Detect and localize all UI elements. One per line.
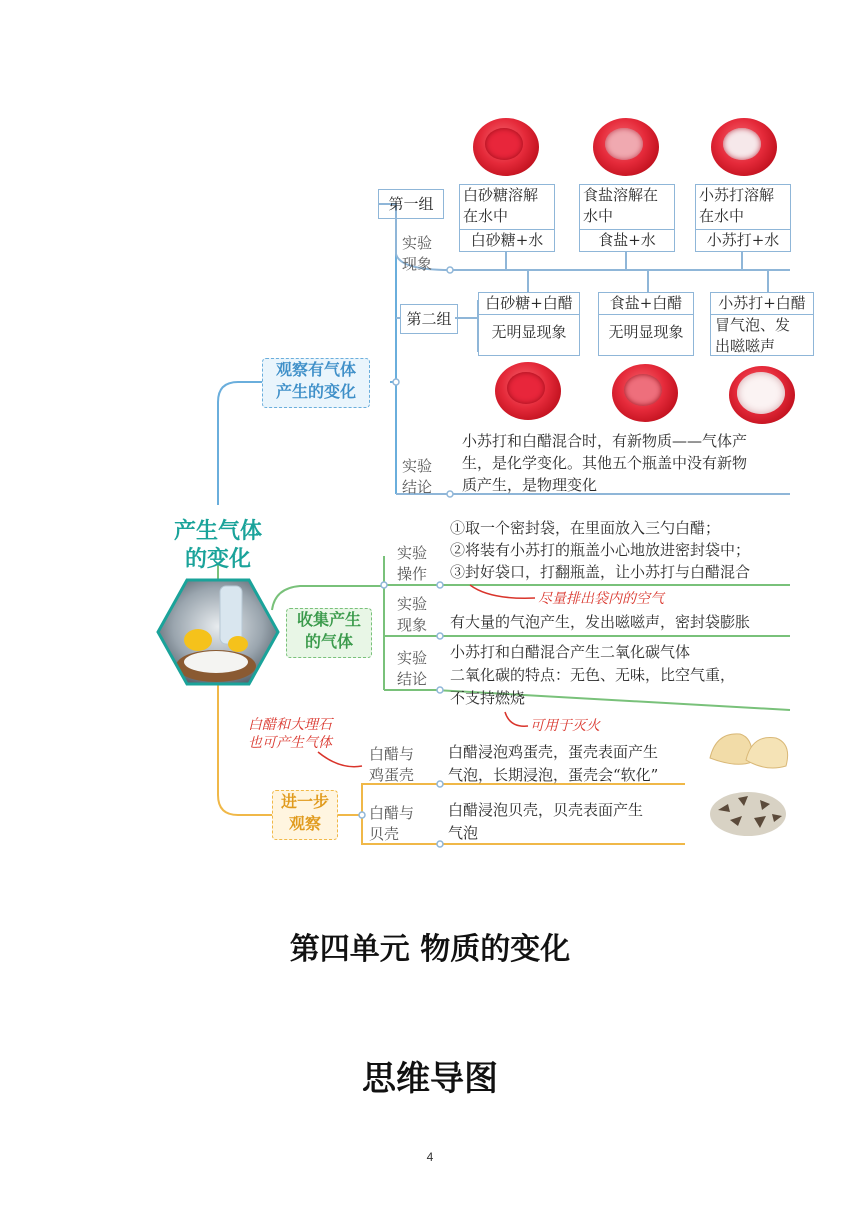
branch1-conclusion-line2: 生，是化学变化。其他五个瓶盖中没有新物 bbox=[462, 454, 748, 472]
branch-gas-change-box bbox=[262, 358, 370, 408]
conclusion-label-line1: 实验 bbox=[402, 457, 433, 475]
branch1-conclusion-line3: 质产生，是物理变化 bbox=[462, 476, 598, 494]
marble-note-line2: 也可产生气体 bbox=[248, 735, 332, 751]
group1-sugar-top2: 在水中 bbox=[463, 207, 509, 225]
group1-cell-sugar bbox=[459, 184, 555, 252]
group2-soda-bottom2: 出嗞嗞声 bbox=[715, 337, 776, 355]
conclusion-label bbox=[402, 456, 432, 498]
group2-sugar-top: 白砂糖+白醋 bbox=[479, 293, 579, 315]
branch2-conclusion-label-line1: 实验 bbox=[397, 649, 428, 667]
group1-soda-top2: 在水中 bbox=[699, 207, 745, 225]
eggshell-text-line2: 气泡，长期浸泡，蛋壳会“软化” bbox=[448, 766, 659, 784]
group2-salt-top: 食盐+白醋 bbox=[599, 293, 693, 315]
branch-further-observe-line1: 进一步 bbox=[280, 792, 329, 811]
eggshell-photo bbox=[706, 728, 792, 778]
center-hexagon-photo bbox=[156, 578, 280, 686]
center-title-line1: 产生气体 bbox=[173, 519, 262, 544]
branch2-conclusion-line2: 二氧化碳的特点：无色、无味，比空气重， bbox=[450, 666, 736, 684]
branch2-conclusion-label-line2: 结论 bbox=[397, 670, 428, 688]
seashell-photo bbox=[708, 786, 788, 840]
group1-soda-top1: 小苏打溶解 bbox=[699, 186, 775, 204]
branch2-conclusion-label bbox=[397, 648, 427, 690]
branch-further-observe-line2: 观察 bbox=[288, 814, 321, 833]
group1-salt-top2: 水中 bbox=[583, 207, 614, 225]
branch2-phenomenon-text: 有大量的气泡产生，发出嗞嗞声，密封袋膨胀 bbox=[450, 613, 751, 631]
phenomenon-label-line2: 现象 bbox=[402, 255, 433, 273]
seashell-label-line2: 贝壳 bbox=[369, 825, 400, 843]
branch-collect-gas-line2: 的气体 bbox=[304, 632, 353, 651]
unit-title: 第四单元 物质的变化 bbox=[289, 932, 571, 967]
seashell-text-line1: 白醋浸泡贝壳，贝壳表面产生 bbox=[448, 801, 644, 819]
group2-cell-sugar-vinegar bbox=[478, 292, 580, 356]
eggshell-label-line1: 白醋与 bbox=[369, 745, 415, 763]
center-title-line2: 的变化 bbox=[184, 547, 251, 572]
eggshell-label bbox=[369, 744, 414, 786]
bottle-cap-salt-water bbox=[593, 118, 659, 176]
phenomenon-label-line1: 实验 bbox=[402, 234, 433, 252]
branch1-conclusion-line1: 小苏打和白醋混合时，有新物质——气体产 bbox=[462, 432, 748, 450]
bottle-cap-sugar-vinegar bbox=[495, 362, 561, 420]
branch-gas-change-line2: 产生的变化 bbox=[275, 382, 356, 401]
group1-cell-soda bbox=[695, 184, 791, 252]
group2-label-box bbox=[400, 304, 458, 334]
group2-label: 第二组 bbox=[406, 310, 452, 328]
branch-collect-gas-box bbox=[286, 608, 372, 658]
branch2-phenomenon-label bbox=[397, 594, 427, 636]
seashell-label-line1: 白醋与 bbox=[369, 804, 415, 822]
seashell-text-line2: 气泡 bbox=[448, 824, 479, 842]
conclusion-note: 可用于灭火 bbox=[530, 718, 600, 734]
mind-map-title: 思维导图 bbox=[362, 1059, 498, 1099]
branch2-conclusion-line1: 小苏打和白醋混合产生二氧化碳气体 bbox=[450, 643, 691, 661]
operation-label bbox=[397, 543, 427, 585]
marble-note bbox=[248, 716, 332, 752]
branch2-phenomenon-label-line1: 实验 bbox=[397, 595, 428, 613]
group2-soda-top: 小苏打+白醋 bbox=[711, 293, 813, 315]
branch-gas-change-line1: 观察有气体 bbox=[275, 360, 356, 379]
eggshell-text bbox=[448, 741, 658, 787]
group1-cell-salt bbox=[579, 184, 675, 252]
page-number: 4 bbox=[426, 1150, 434, 1164]
group1-label: 第一组 bbox=[388, 195, 434, 213]
group2-cell-soda-vinegar bbox=[710, 292, 814, 356]
group1-sugar-bottom: 白砂糖+水 bbox=[460, 229, 554, 251]
branch2-conclusion-text bbox=[450, 641, 735, 710]
eggshell-text-line1: 白醋浸泡鸡蛋壳，蛋壳表面产生 bbox=[448, 743, 659, 761]
phenomenon-label bbox=[402, 233, 432, 275]
operation-steps bbox=[450, 517, 750, 583]
branch-further-observe-box bbox=[272, 790, 338, 840]
group1-soda-bottom: 小苏打+水 bbox=[696, 229, 790, 251]
conclusion-label-line2: 结论 bbox=[402, 478, 433, 496]
group2-sugar-bottom1: 无明显现象 bbox=[491, 323, 567, 341]
group1-salt-bottom: 食盐+水 bbox=[580, 229, 674, 251]
branch1-conclusion-text bbox=[462, 430, 747, 496]
branch2-conclusion-line3: 不支持燃烧 bbox=[450, 689, 526, 707]
seashell-text bbox=[448, 799, 643, 845]
group2-cell-salt-vinegar bbox=[598, 292, 694, 356]
branch-collect-gas-line1: 收集产生 bbox=[296, 610, 361, 629]
operation-note: 尽量排出袋内的空气 bbox=[538, 591, 664, 607]
marble-note-line1: 白醋和大理石 bbox=[248, 717, 332, 733]
operation-step-2: ②将装有小苏打的瓶盖小心地放进密封袋中； bbox=[450, 541, 751, 559]
group1-sugar-top1: 白砂糖溶解 bbox=[463, 186, 539, 204]
bottle-cap-soda-vinegar bbox=[729, 366, 795, 424]
operation-label-line2: 操作 bbox=[397, 565, 428, 583]
center-title bbox=[158, 518, 278, 574]
operation-step-3: ③封好袋口，打翻瓶盖，让小苏打与白醋混合 bbox=[450, 563, 751, 581]
branch2-phenomenon-label-line2: 现象 bbox=[397, 616, 428, 634]
group2-soda-bottom1: 冒气泡、发 bbox=[715, 316, 791, 334]
operation-label-line1: 实验 bbox=[397, 544, 428, 562]
group1-label-box bbox=[378, 189, 444, 219]
group2-salt-bottom1: 无明显现象 bbox=[608, 323, 684, 341]
bottle-cap-salt-vinegar bbox=[612, 364, 678, 422]
bottle-cap-soda-water bbox=[711, 118, 777, 176]
bottle-cap-sugar-water bbox=[473, 118, 539, 176]
group1-salt-top1: 食盐溶解在 bbox=[583, 186, 659, 204]
seashell-label bbox=[369, 803, 414, 845]
operation-step-1: ①取一个密封袋，在里面放入三勺白醋； bbox=[450, 519, 721, 537]
eggshell-label-line2: 鸡蛋壳 bbox=[369, 766, 415, 784]
